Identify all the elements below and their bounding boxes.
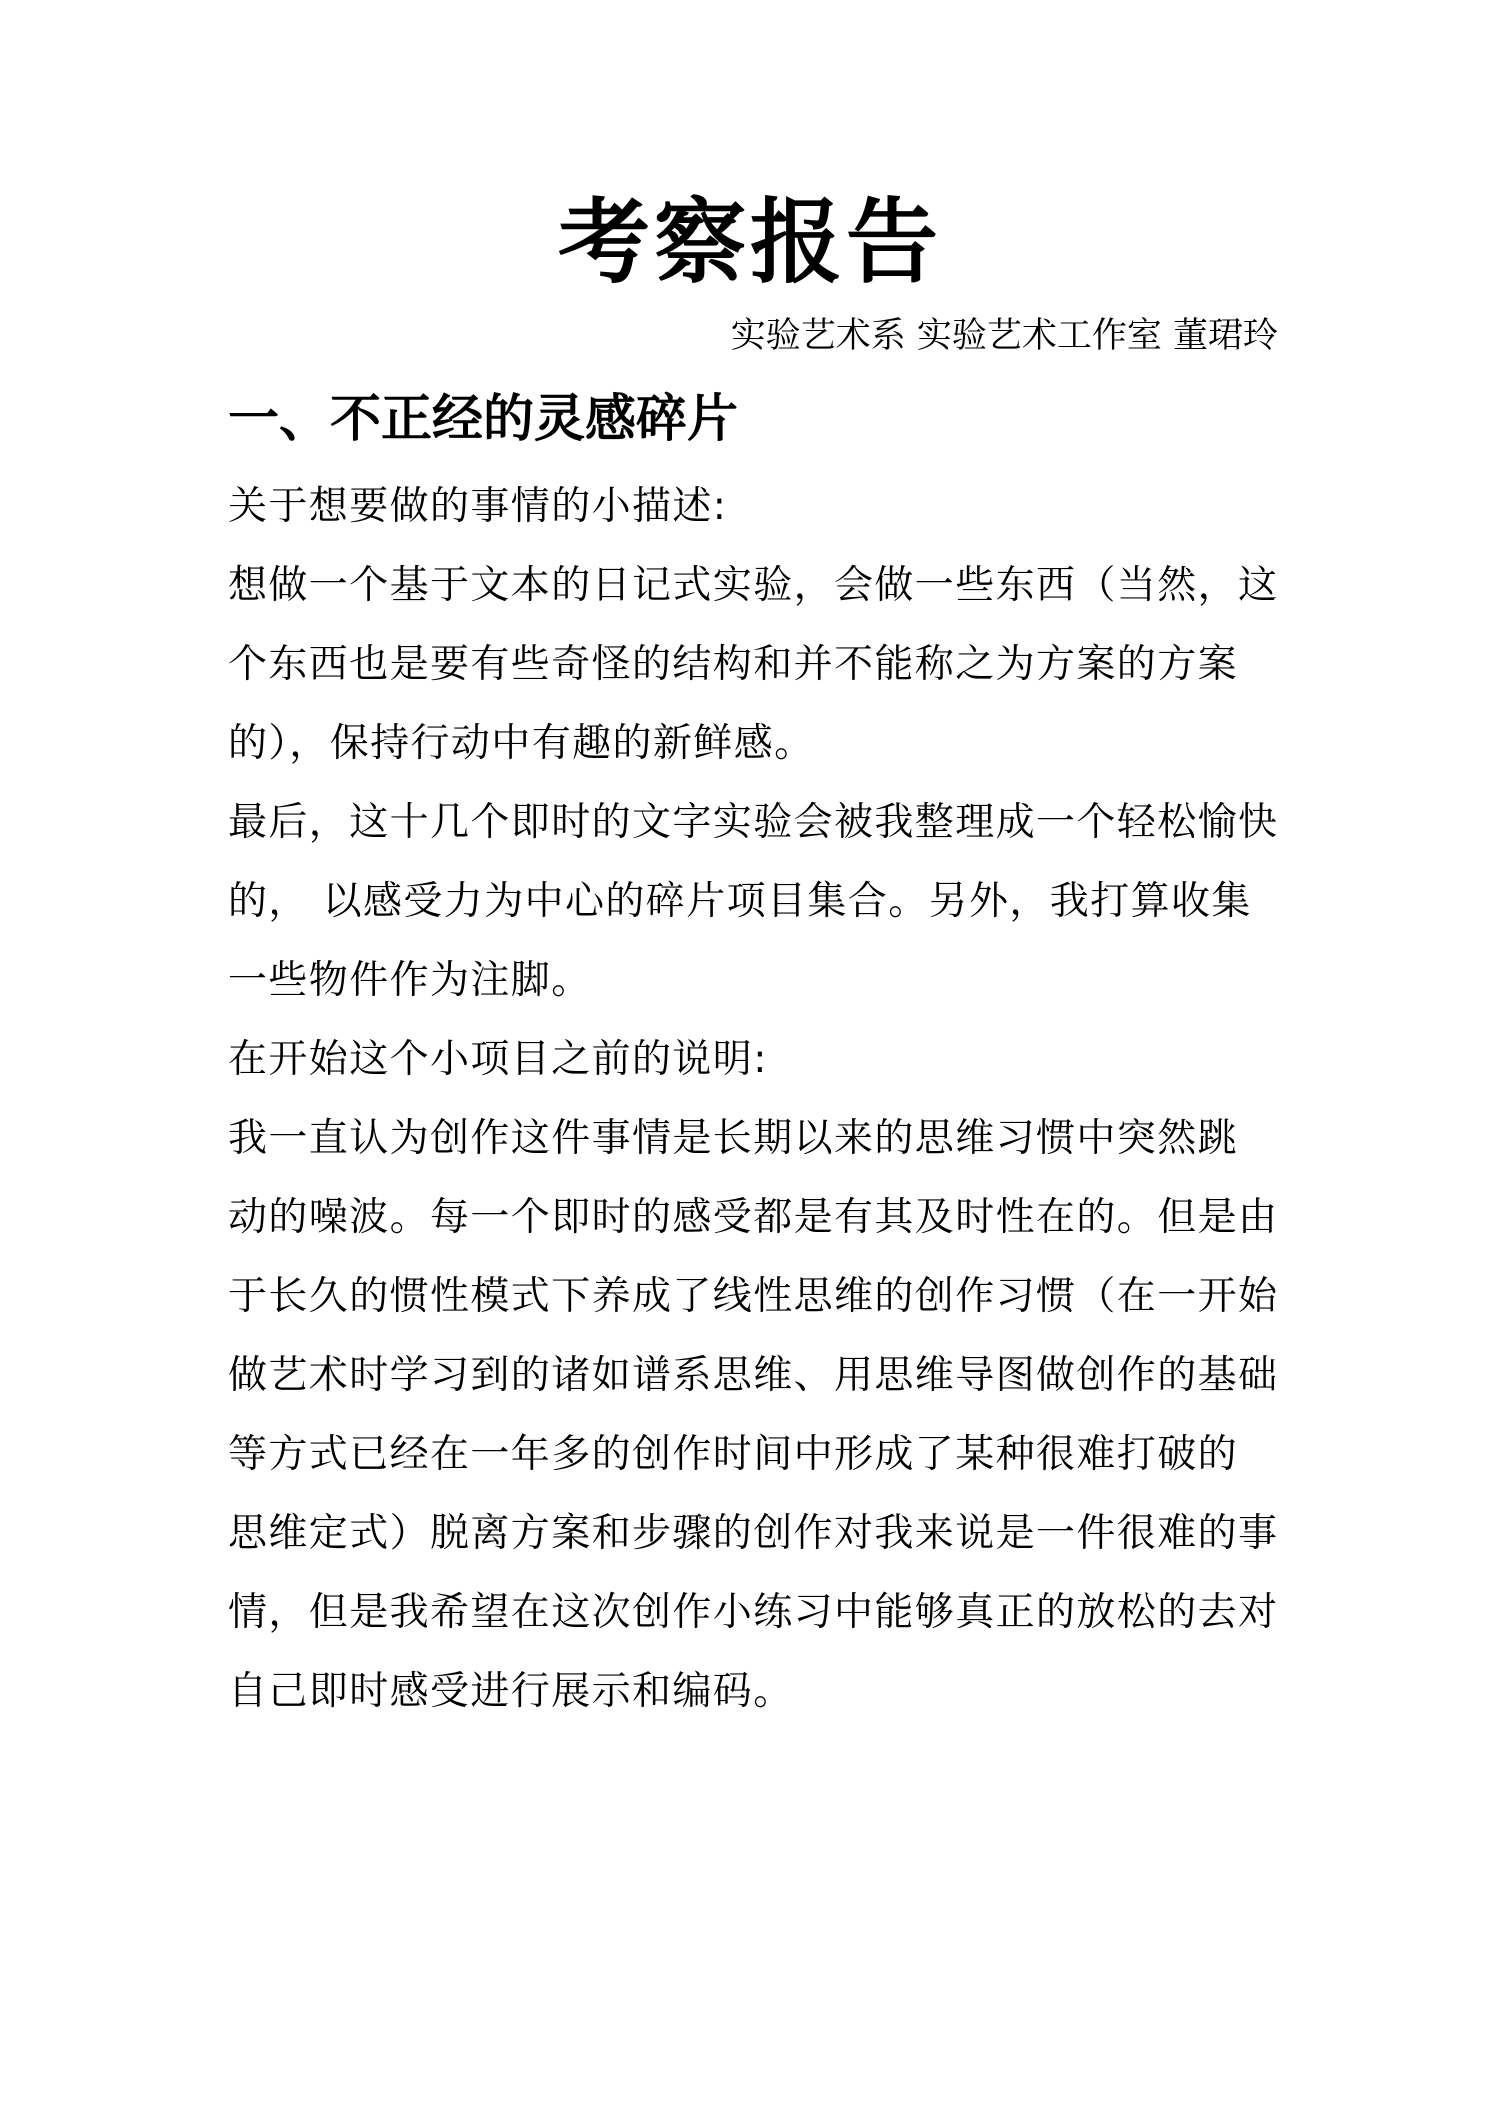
body-line: 最后，这十几个即时的文字实验会被我整理成一个轻松愉快	[228, 800, 1279, 845]
body-line: 想做一个基于文本的日记式实验，会做一些东西（当然，这	[228, 563, 1279, 608]
body-line: 的， 以感受力为中心的碎片项目集合。另外，我打算收集	[228, 879, 1252, 924]
body-line: 个东西也是要有些奇怪的结构和并不能称之为方案的方案	[228, 642, 1239, 687]
body-line: 我一直认为创作这件事情是长期以来的思维习惯中突然跳	[228, 1116, 1239, 1161]
body-line: 动的噪波。每一个即时的感受都是有其及时性在的。但是由	[228, 1195, 1279, 1240]
author-line: 实验艺术系 实验艺术工作室 董珺玲	[730, 316, 1278, 356]
body-line: 思维定式）脱离方案和步骤的创作对我来说是一件很难的事	[228, 1511, 1279, 1556]
body-line: 情，但是我希望在这次创作小练习中能够真正的放松的去对	[228, 1590, 1279, 1635]
section-heading: 一、不正经的灵感碎片	[228, 390, 739, 449]
body-line: 于长久的惯性模式下养成了线性思维的创作习惯（在一开始	[228, 1274, 1279, 1319]
document-title: 考察报告	[557, 189, 942, 296]
body-line: 的），保持行动中有趣的新鲜感。	[228, 721, 815, 766]
body-line: 关于想要做的事情的小描述:	[228, 484, 728, 529]
body-line: 做艺术时学习到的诸如谱系思维、用思维导图做创作的基础	[228, 1353, 1279, 1398]
body-line: 自己即时感受进行展示和编码。	[228, 1669, 794, 1714]
body-line: 一些物件作为注脚。	[228, 958, 592, 1003]
body-line: 在开始这个小项目之前的说明:	[228, 1037, 768, 1082]
body-line: 等方式已经在一年多的创作时间中形成了某种很难打破的	[228, 1432, 1239, 1477]
